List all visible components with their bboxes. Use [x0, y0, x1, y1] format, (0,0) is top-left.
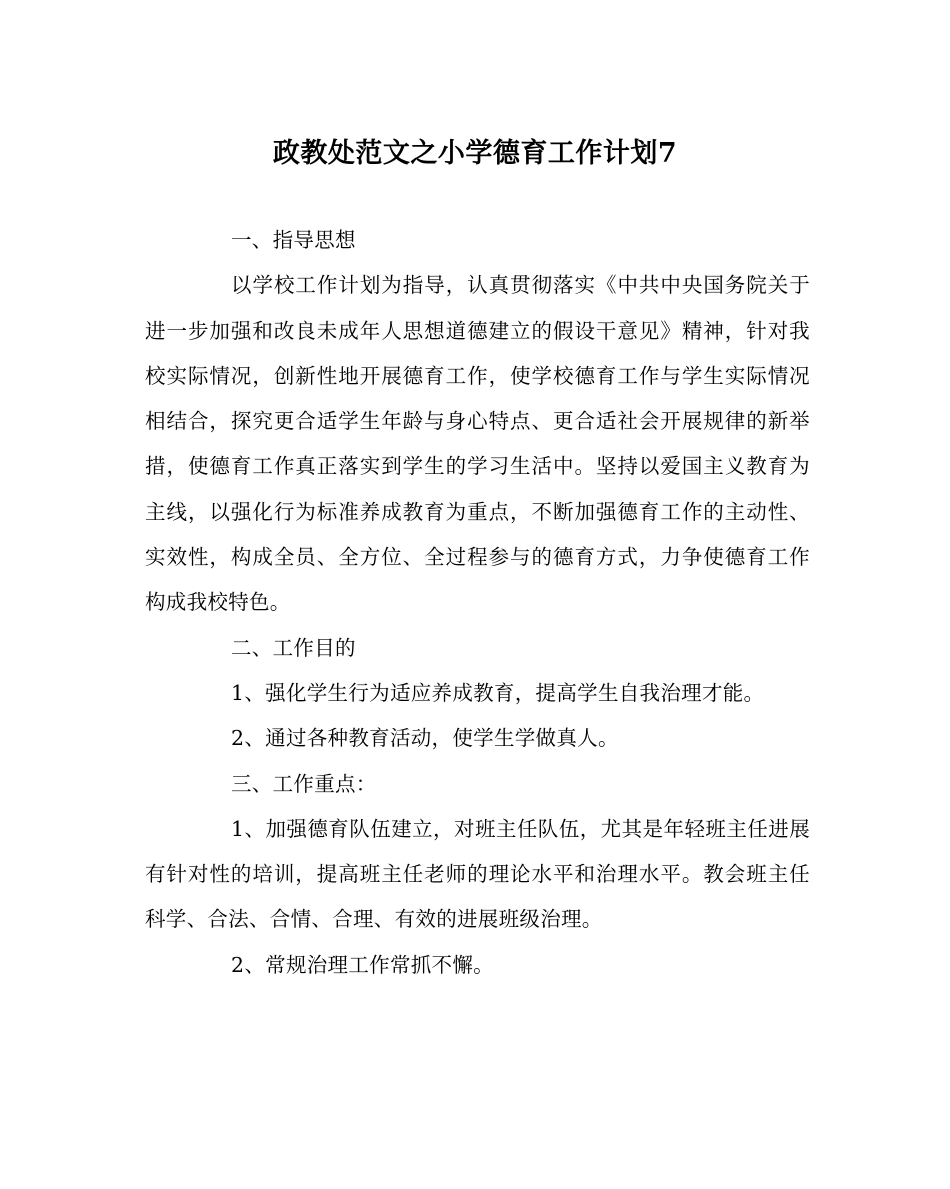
list-item-goal-1: 1、强化学生行为适应养成教育，提高学生自我治理才能。 — [231, 680, 765, 705]
document-body — [145, 218, 810, 988]
section-heading-work-focus: 三、工作重点： — [231, 771, 377, 796]
list-item-focus-2: 2、常规治理工作常抓不懈。 — [231, 952, 494, 977]
paragraph-guiding-thought: 以学校工作计划为指导，认真贯彻落实《中共中央国务院关于进一步加强和改良未成年人思想道德建立的假设干意见》精神，针对我校实际情况，创新性地开展德育工作，使学校德育工作与学生实际情况相结合，探究更合适学生年龄与身心特点、更合适社会开展规律的新举措，使德育工作真正落实到学生的学习生活中。坚持以爱国主义教育为主线，以强化行为标准养成教育为重点，不断加强德育工作的主动性、实效性，构成全员、全方位、全过程参与的德育方式，力争使德育工作构成我校特色。 — [145, 273, 810, 615]
list-item-focus-1: 1、加强德育队伍建立，对班主任队伍，尤其是年轻班主任进展有针对性的培训，提高班主任老师的理论水平和治理水平。教会班主任科学、合法、合情、合理、有效的进展班级治理。 — [145, 816, 810, 932]
section-heading-guiding-thought: 一、指导思想 — [231, 228, 356, 252]
list-item-goal-2: 2、通过各种教育活动，使学生学做真人。 — [231, 726, 619, 751]
section-heading-work-goals: 二、工作目的 — [231, 635, 356, 660]
document-title: 政教处范文之小学德育工作计划7 — [272, 138, 678, 169]
